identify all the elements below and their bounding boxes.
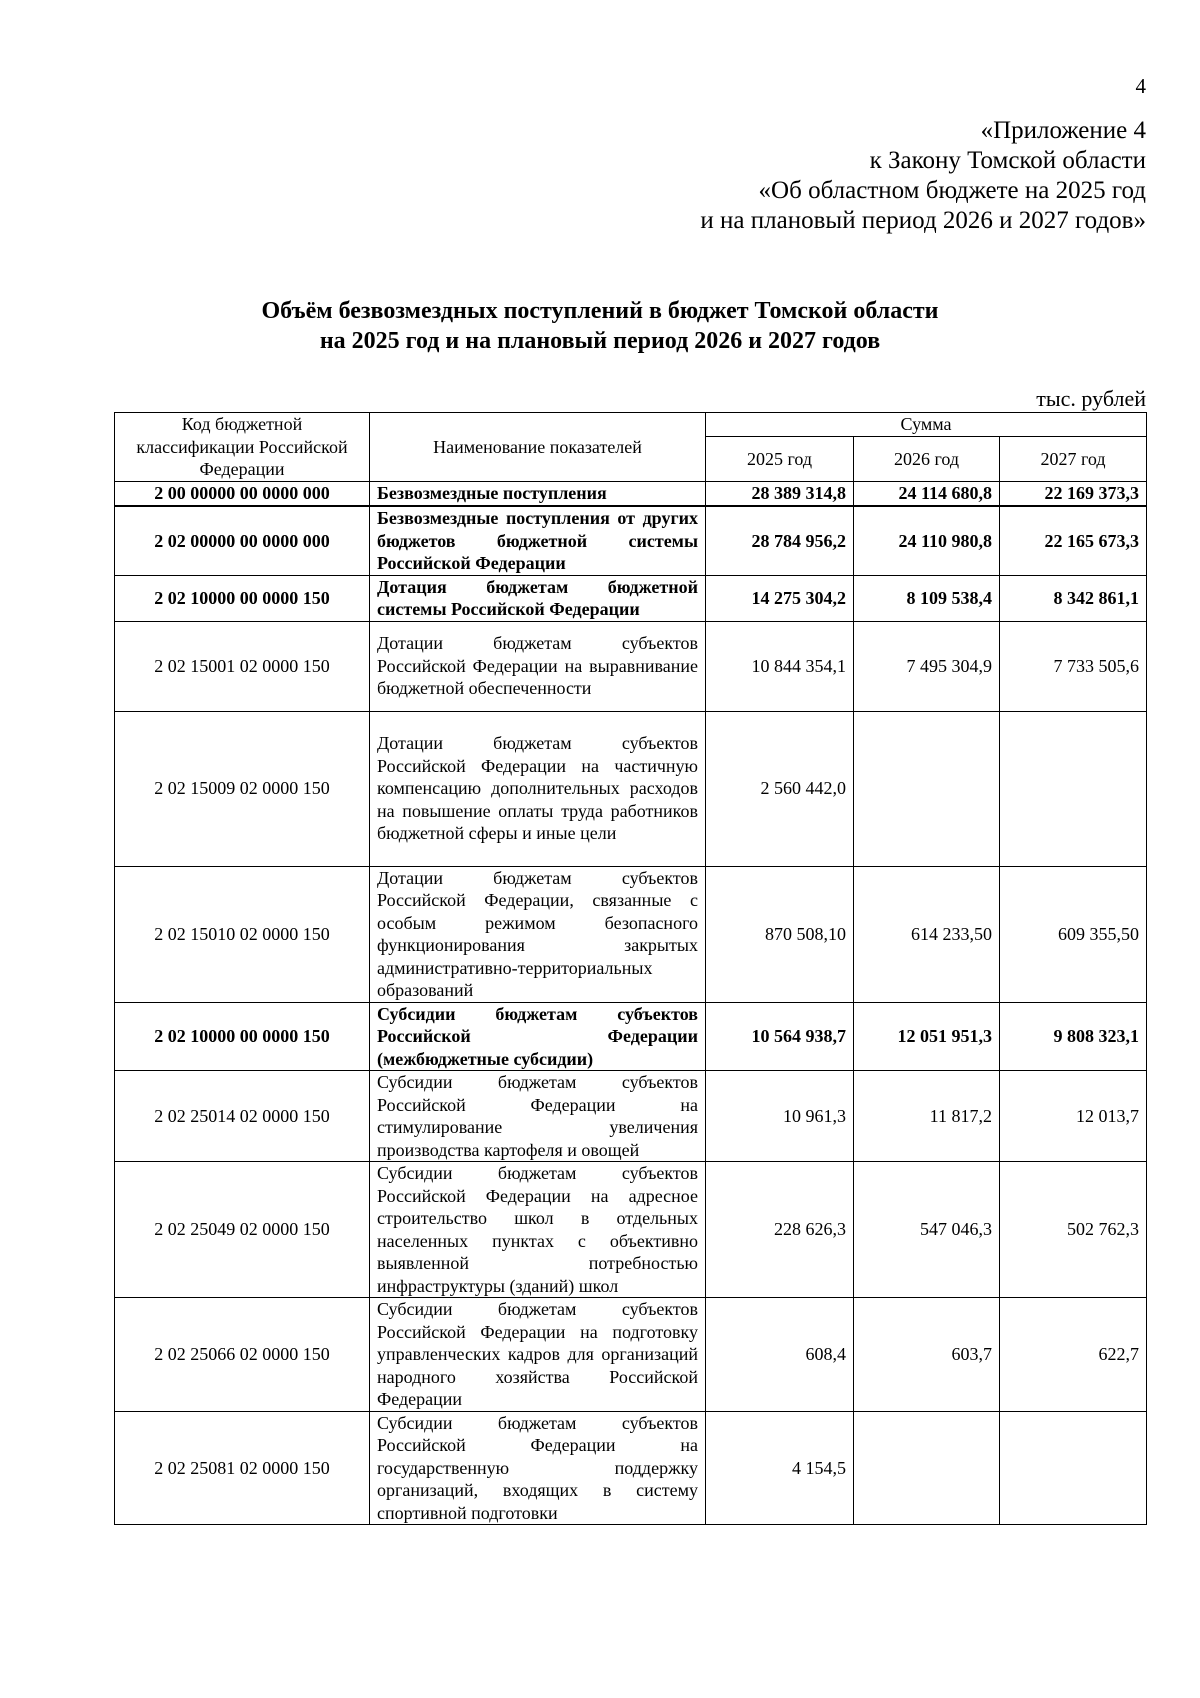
header-sum: Сумма [706, 413, 1147, 437]
appendix-line: «Приложение 4 [980, 117, 1146, 144]
header-code: Код бюджетной классификации Российской Федерации [115, 413, 370, 482]
table-row [115, 621, 1147, 711]
row-value-2026: 614 233,50 [854, 866, 1000, 1002]
row-value-2025: 10 961,3 [706, 1071, 854, 1162]
row-name: Субсидии бюджетам субъектов Российской Федерации на адресное строительство школ в отдельных населенных пунктах с объективно выявленной потребностью инфраструктуры (зданий) школ [370, 1162, 706, 1298]
row-value-2026: 24 114 680,8 [854, 481, 1000, 506]
row-code: 2 02 10000 00 0000 150 [115, 575, 370, 621]
appendix-line: «Об областном бюджете на 2025 год [758, 177, 1146, 204]
row-code: 2 02 15010 02 0000 150 [115, 866, 370, 1002]
row-name: Субсидии бюджетам субъектов Российской Федерации на стимулирование увеличения производства картофеля и овощей [370, 1071, 706, 1162]
table-row [115, 481, 1147, 506]
table-body [115, 481, 1147, 1525]
table-row [115, 866, 1147, 1002]
table-row [115, 1002, 1147, 1071]
title-line: Объём безвозмездных поступлений в бюджет Томской области [261, 298, 939, 324]
row-name: Дотация бюджетам бюджетной системы Российской Федерации [370, 575, 706, 621]
table-row [115, 1071, 1147, 1162]
table-row [115, 575, 1147, 621]
row-value-2025: 28 389 314,8 [706, 481, 854, 506]
row-value-2026: 11 817,2 [854, 1071, 1000, 1162]
row-code: 2 00 00000 00 0000 000 [115, 481, 370, 506]
row-value-2025: 608,4 [706, 1298, 854, 1412]
row-value-2025: 10 844 354,1 [706, 621, 854, 711]
row-value-2027: 609 355,50 [1000, 866, 1147, 1002]
row-name: Субсидии бюджетам субъектов Российской Федерации на государственную поддержку организаций, входящих в систему спортивной подготовки [370, 1411, 706, 1525]
row-name: Безвозмездные поступления от других бюджетов бюджетной системы Российской Федерации [370, 506, 706, 575]
table-row [115, 1411, 1147, 1525]
row-name: Безвозмездные поступления [370, 481, 706, 506]
row-value-2026 [854, 1411, 1000, 1525]
row-name: Дотации бюджетам субъектов Российской Федерации на частичную компенсацию дополнительных расходов на повышение оплаты труда работников бюджетной сферы и иные цели [370, 711, 706, 866]
row-code: 2 02 25049 02 0000 150 [115, 1162, 370, 1298]
table-header [115, 413, 1147, 482]
row-value-2026: 12 051 951,3 [854, 1002, 1000, 1071]
row-value-2027: 502 762,3 [1000, 1162, 1147, 1298]
row-code: 2 02 00000 00 0000 000 [115, 506, 370, 575]
header-year-2026: 2026 год [854, 437, 1000, 481]
row-value-2025: 2 560 442,0 [706, 711, 854, 866]
row-value-2027: 7 733 505,6 [1000, 621, 1147, 711]
row-value-2026: 603,7 [854, 1298, 1000, 1412]
table-row [115, 711, 1147, 866]
row-code: 2 02 15009 02 0000 150 [115, 711, 370, 866]
appendix-line: и на плановый период 2026 и 2027 годов» [700, 207, 1146, 234]
table-row [115, 1298, 1147, 1412]
row-name: Дотации бюджетам субъектов Российской Федерации, связанные с особым режимом безопасного функционирования закрытых административно-территориальных образований [370, 866, 706, 1002]
table-row [115, 506, 1147, 575]
row-value-2026: 24 110 980,8 [854, 506, 1000, 575]
appendix-heading [700, 116, 1146, 236]
row-code: 2 02 15001 02 0000 150 [115, 621, 370, 711]
header-year-2025: 2025 год [706, 437, 854, 481]
table-row [115, 1162, 1147, 1298]
row-name: Субсидии бюджетам субъектов Российской Федерации (межбюджетные субсидии) [370, 1002, 706, 1071]
title-line: на 2025 год и на плановый период 2026 и 2027 годов [319, 328, 881, 354]
row-value-2027: 622,7 [1000, 1298, 1147, 1412]
row-value-2026: 7 495 304,9 [854, 621, 1000, 711]
row-value-2025: 10 564 938,7 [706, 1002, 854, 1071]
row-value-2025: 228 626,3 [706, 1162, 854, 1298]
row-name: Субсидии бюджетам субъектов Российской Федерации на подготовку управленческих кадров для организаций народного хозяйства Российской Федерации [370, 1298, 706, 1412]
row-value-2026: 547 046,3 [854, 1162, 1000, 1298]
row-value-2025: 14 275 304,2 [706, 575, 854, 621]
units-label: тыс. рублей [1036, 386, 1146, 411]
row-value-2025: 4 154,5 [706, 1411, 854, 1525]
row-code: 2 02 25066 02 0000 150 [115, 1298, 370, 1412]
row-value-2025: 28 784 956,2 [706, 506, 854, 575]
header-name: Наименование показателей [370, 413, 706, 482]
row-value-2027: 8 342 861,1 [1000, 575, 1147, 621]
row-value-2027: 9 808 323,1 [1000, 1002, 1147, 1071]
row-code: 2 02 10000 00 0000 150 [115, 1002, 370, 1071]
appendix-line: к Закону Томской области [869, 147, 1146, 174]
page-number: 4 [1135, 74, 1146, 98]
row-name: Дотации бюджетам субъектов Российской Федерации на выравнивание бюджетной обеспеченности [370, 621, 706, 711]
row-code: 2 02 25014 02 0000 150 [115, 1071, 370, 1162]
row-code: 2 02 25081 02 0000 150 [115, 1411, 370, 1525]
row-value-2027 [1000, 711, 1147, 866]
row-value-2025: 870 508,10 [706, 866, 854, 1002]
row-value-2027: 12 013,7 [1000, 1071, 1147, 1162]
row-value-2027 [1000, 1411, 1147, 1525]
row-value-2027: 22 165 673,3 [1000, 506, 1147, 575]
row-value-2027: 22 169 373,3 [1000, 481, 1147, 506]
document-title [0, 296, 1200, 356]
budget-table [114, 412, 1147, 1525]
row-value-2026 [854, 711, 1000, 866]
row-value-2026: 8 109 538,4 [854, 575, 1000, 621]
header-year-2027: 2027 год [1000, 437, 1147, 481]
